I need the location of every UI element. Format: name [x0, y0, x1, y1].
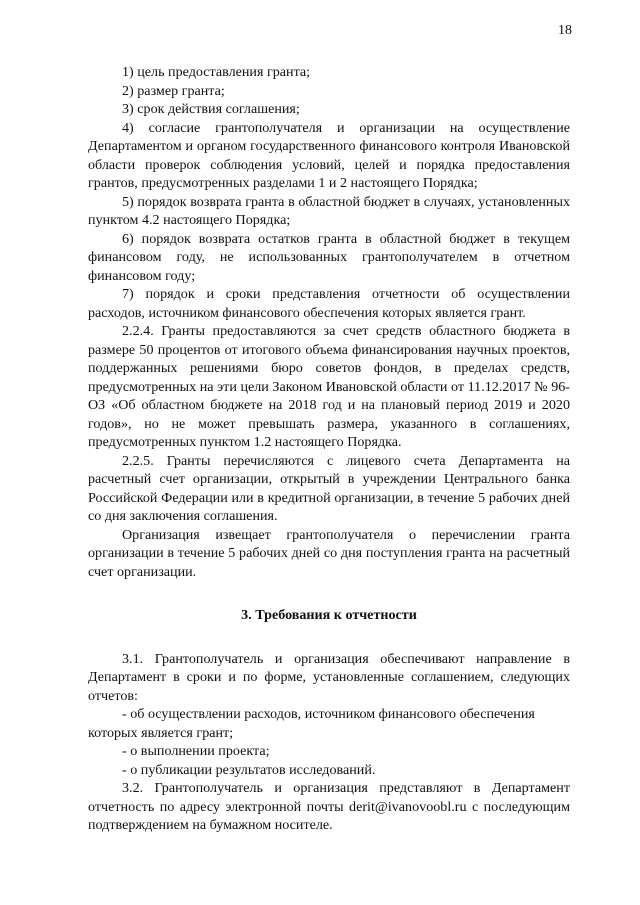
list-item: 4) согласие грантополучателя и организации на осуществление Департаментом и органом государственного финансового контроля Ивановской области проверок соблюдения условий, целей и порядка предоставления грантов, предусмотренных разделами 1 и 2 настоящего Порядка; [88, 119, 570, 191]
page-number: 18 [558, 23, 572, 38]
paragraph-3-1: 3.1. Грантополучатель и организация обеспечивают направление в Департамент в сроки и по форме, установленные соглашением, следующих отчетов: [88, 650, 570, 704]
list-item: 2) размер гранта; [122, 82, 225, 99]
report-item: - о публикации результатов исследований. [122, 761, 376, 778]
list-item: 5) порядок возврата гранта в областной бюджет в случаях, установленных пунктом 4.2 настоящего Порядка; [88, 193, 570, 228]
paragraph-3-2: 3.2. Грантополучатель и организация представляют в Департамент отчетность по адресу электронной почты derit@ivanovoobl.ru с последующим подтверждением на бумажном носителе. [88, 780, 570, 833]
paragraph-2-2-5: 2.2.5. Гранты перечисляются с лицевого счета Департамента на расчетный счет организации, открытый в учреждении Центрального банка Российской Федерации или в кредитной организации, в течение 5 рабочих дней со дня заключения соглашения. [88, 452, 570, 524]
list-item: 6) порядок возврата остатков гранта в областной бюджет в текущем финансовом году, не использованных грантополучателем в отчетном финансовом году; [88, 230, 570, 284]
report-item: - о выполнении проекта; [122, 743, 270, 759]
section-title: 3. Требования к отчетности [241, 607, 417, 623]
paragraph-notification: Организация извещает грантополучателя о перечислении гранта организации в течение 5 рабочих дней со дня поступления гранта на расчетный счет организации. [88, 526, 570, 580]
paragraph-2-2-4: 2.2.4. Гранты предоставляются за счет средств областного бюджета в размере 50 процентов от итогового объема финансирования научных проектов, поддержанных решениями бюро советов фондов, в пределах средств, предусмотренных на эти цели Законом Ивановской области от 11.12.2017 № 96-ОЗ «Об областном бюджете на 2018 год и на плановый период 2019 и 2020 годов», но не может превышать размера, указанного в соглашениях, предусмотренных пунктом 1.2 настоящего Порядка. [88, 323, 570, 450]
list-item: 7) порядок и сроки представления отчетности об осуществлении расходов, источником финансового обеспечения которых является грант. [88, 286, 570, 321]
report-item: - об осуществлении расходов, источником финансового обеспечения которых является грант; [88, 706, 535, 741]
document-body [88, 63, 570, 835]
list-item: 1) цель предоставления гранта; [122, 64, 311, 80]
list-item: 3) срок действия соглашения; [122, 101, 300, 117]
